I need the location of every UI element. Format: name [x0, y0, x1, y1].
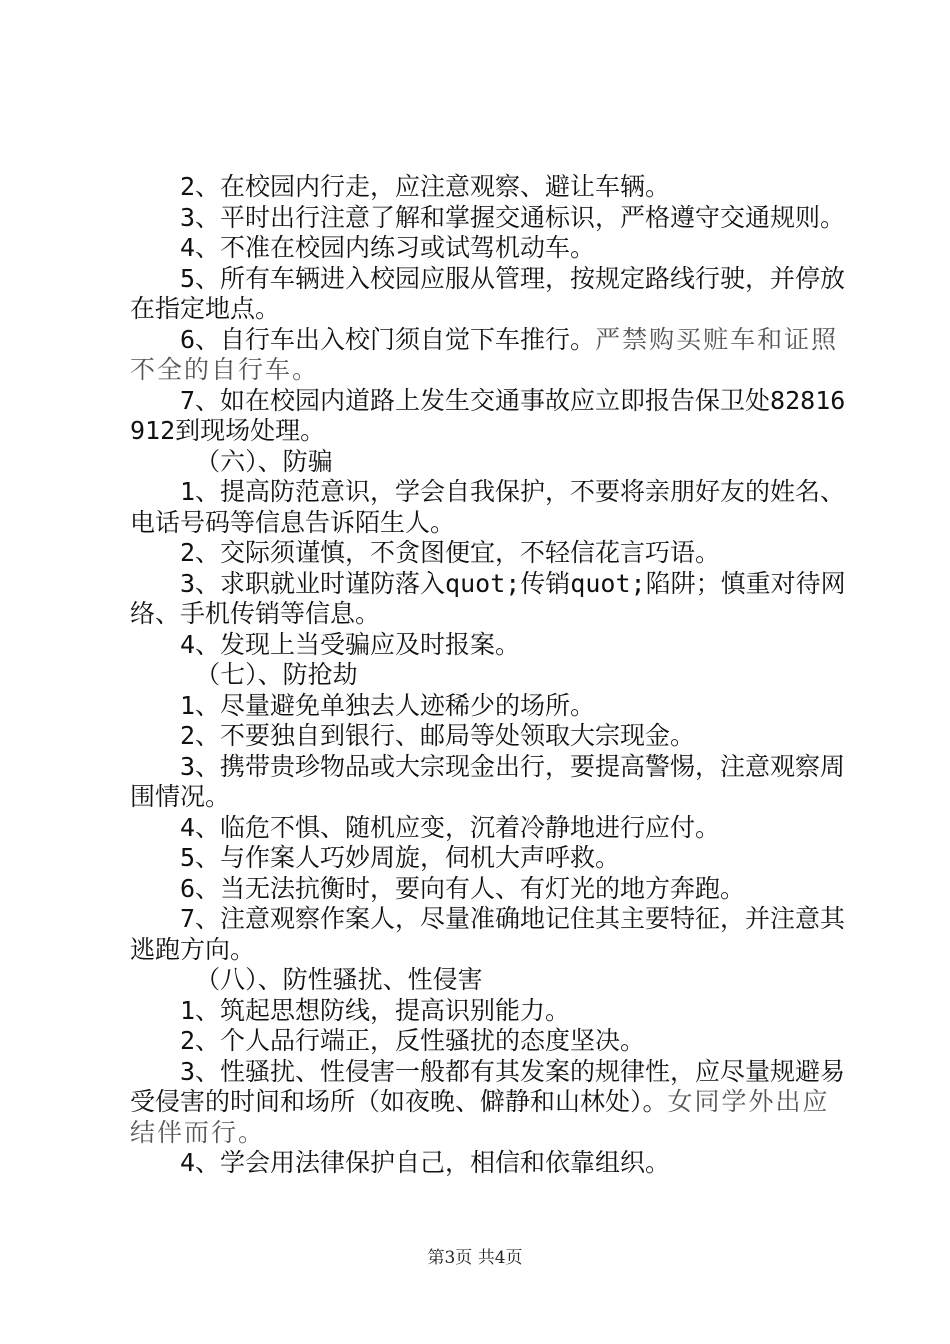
- paragraph-text: 2、在校园内行走，应注意观察、避让车辆。: [180, 172, 671, 201]
- paragraph: [130, 325, 850, 386]
- paragraph-text: 1、提高防范意识，学会自我保护，不要将亲朋好友的姓名、电话号码等信息告诉陌生人。: [130, 477, 846, 537]
- paragraph: [130, 843, 850, 874]
- paragraph: [130, 874, 850, 905]
- paragraph-text: 2、个人品行端正，反性骚扰的态度坚决。: [180, 1026, 646, 1055]
- paragraph: [130, 1148, 850, 1179]
- paragraph: [130, 691, 850, 722]
- paragraph-soft-text: 严禁购买赃车和证照不全的自行车。: [130, 324, 839, 384]
- paragraph: [130, 233, 850, 264]
- paragraph-text: 4、不准在校园内练习或试驾机动车。: [180, 233, 596, 262]
- paragraph: [130, 538, 850, 569]
- paragraph: [130, 996, 850, 1027]
- document-body: [130, 172, 850, 1179]
- paragraph: [130, 721, 850, 752]
- paragraph-text: 3、携带贵珍物品或大宗现金出行，要提高警惕，注意观察周围情况。: [130, 751, 846, 811]
- paragraph-text: 5、所有车辆进入校园应服从管理，按规定路线行驶，并停放在指定地点。: [130, 263, 846, 323]
- paragraph-text: 7、如在校园内道路上发生交通事故应立即报告保卫处82816912到现场处理。: [130, 385, 846, 445]
- paragraph-text: 5、与作案人巧妙周旋，伺机大声呼救。: [180, 843, 621, 872]
- paragraph: [130, 569, 850, 630]
- paragraph: [130, 752, 850, 813]
- paragraph-text: 6、自行车出入校门须自觉下车推行。: [180, 324, 596, 354]
- paragraph: [130, 386, 850, 447]
- paragraph: [130, 203, 850, 234]
- paragraph-text: 4、发现上当受骗应及时报案。: [180, 629, 521, 659]
- paragraph-text: 3、平时出行注意了解和掌握交通标识，严格遵守交通规则。: [180, 202, 846, 232]
- paragraph: [130, 904, 850, 965]
- page-footer: 第3页 共4页: [427, 1248, 523, 1268]
- paragraph-text: 1、尽量避免单独去人迹稀少的场所。: [180, 690, 596, 720]
- paragraph-text: 2、交际须谨慎，不贪图便宜，不轻信花言巧语。: [180, 538, 721, 567]
- paragraph: [130, 630, 850, 661]
- paragraph-text: 4、临危不惧、随机应变，沉着冷静地进行应付。: [180, 812, 721, 842]
- section-heading-text: （六）、防骗: [180, 446, 333, 476]
- paragraph-soft-text: 女同学外出应结伴而行。: [130, 1087, 830, 1147]
- section-heading: [130, 660, 850, 691]
- paragraph: [130, 264, 850, 325]
- section-heading: [130, 965, 850, 996]
- paragraph: [130, 813, 850, 844]
- paragraph-text: 6、当无法抗衡时，要向有人、有灯光的地方奔跑。: [180, 873, 746, 903]
- paragraph-text: 2、不要独自到银行、邮局等处领取大宗现金。: [180, 721, 696, 750]
- paragraph-text: 7、注意观察作案人，尽量准确地记住其主要特征，并注意其逃跑方向。: [130, 904, 846, 964]
- paragraph-text: 3、求职就业时谨防落入quot;传销quot;陷阱；慎重对待网络、手机传销等信息。: [130, 568, 846, 628]
- section-heading: [130, 447, 850, 478]
- paragraph-text: 4、学会用法律保护自己，相信和依靠组织。: [180, 1148, 671, 1177]
- paragraph-text: 3、性骚扰、性侵害一般都有其发案的规律性，应尽量规避易受侵害的时间和场所（如夜晚、僻静和山林处）。: [130, 1056, 846, 1116]
- paragraph: [130, 1026, 850, 1057]
- paragraph: [130, 1057, 850, 1149]
- paragraph-text: 1、筑起思想防线，提高识别能力。: [180, 995, 571, 1025]
- section-heading-text: （七）、防抢劫: [180, 660, 358, 689]
- paragraph: [130, 477, 850, 538]
- paragraph: [130, 172, 850, 203]
- section-heading-text: （八）、防性骚扰、性侵害: [180, 965, 483, 994]
